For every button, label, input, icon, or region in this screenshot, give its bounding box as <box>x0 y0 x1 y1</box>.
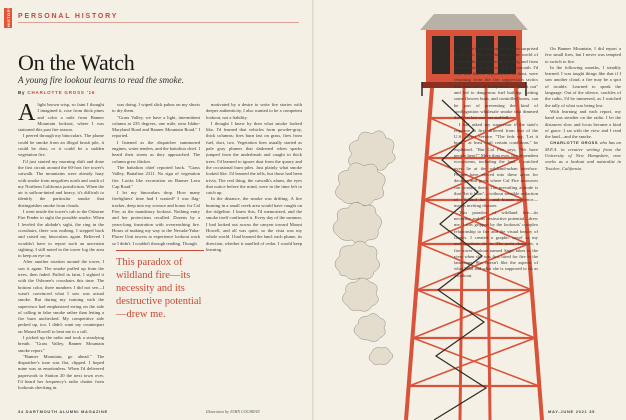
paragraph: I went inside the tower's cab to the Osborne Fire Finder to sight the possible smoke. When I leveled the alidade's sight, the ring in the crosshairs, there was nothing. I stepped back and raised my binoculars again. Believed I wouldn't have to report such an uncertain sighting. I still noted in the tower log the area to keep an eye on. <box>18 209 104 259</box>
paragraph: After another rotation around the tower, I saw it again. The smoke puffed up from the trees, then faded. Puffed in faint, I sighted it with the Osborne's crosshairs this time. The bottom color, three numbers I did not see—I wasn't convinced what I saw was actual smoke. But during my training with the supervisor had emphasized erring on the side of calling in false smoke rather than letting a fire burn unchecked. My competitive side perked up, too. I didn't want my counterpart on Mount Howell to beat me to a call. <box>18 259 104 334</box>
paragraph: I peered through my binoculars. The plume could be smoke from an illegal brush pile, it could be dust, or it could be a sudden vegetation fire. <box>18 133 104 158</box>
paragraph: I let my binoculars drop. How many firefighters' time had I wasted? I was flag-tracker, deep into my science and honor for Cal Fire, as the mandatory lookout. Nothing entry and her protections recalled. Dozens by a years-long frustration with overreaching fire. Hours of making my way to the Nevada-Yuba-Placer Unit towers to experience lookout work so I didn't. I couldn't through reading. Though <box>112 190 200 246</box>
paragraph: light brown wisp, so faint I thought I imagined it, rose from thick pines and color a mile from Banner Mountain lookout, where I was stationed this past fire season. <box>18 102 104 133</box>
paragraph: motivated by a desire to write fire stories with deeper authenticity, I also wanted to be a competent lookout, not a liability. <box>206 102 302 120</box>
article-dek: A young fire lookout learns to read the smoke. <box>18 75 184 85</box>
paragraph: "Grass Valley, we have a light, intermittent column at 235 degrees, one mile, near Idaho-Maryland Road and Banner Mountain Road," I reported. <box>112 114 200 139</box>
paragraph: "Banner Mountain, go ahead." The dispatcher's tone was flat, clipped. I hoped mine was as emotionless. When I'd delivered paperwork to Station 20 the next town over, I'd heard her frequency's radio chatter from lookouts checking in. <box>18 353 104 391</box>
paragraph: This paradox of wildland fire—its necessity and its destructive potential—drew me. I was gripped by the lookouts' complex relationship to fire and the visual beauty of flames. I created a graphic novel as my undergraduate thesis. The main character, a fire tower lookout named Sage, takes in the view when she was first hired for fire in the landscape. She doesn't like the aspects of what I did and what she is supposed to do as a lookout. <box>454 209 538 278</box>
byline-author: CHARLOTTE GROSS '16 <box>27 90 96 95</box>
smoke-plume <box>333 131 395 365</box>
body-column-4 <box>454 46 538 376</box>
author-bio-name: CHARLOTTE GROSS <box>550 140 599 146</box>
paragraph: The battalion chief reported back. "Grass Valley, Battalion 2311. No sign of vegetation fire. Looks like excavation on Banner Lava Cap Road." <box>112 164 200 189</box>
section-tab-label: HISTORY <box>6 5 12 28</box>
body-column-3 <box>206 102 302 402</box>
body-column-5 <box>545 46 621 401</box>
paragraph: In the distance, the smoke was drifting. A fire burning in a small creek area would have caught on the ridgeline. I knew this, I'd memorized, and the smoke itself confirmed it. Every day of the summer, I had looked out across the canyon toward Mount Howell, and all was quiet, so the vista was my whole world. I had learned the land: each plume, its direction, whether it smelled of cedar. I would keep learning. <box>206 196 302 252</box>
column-2-paragraphs <box>112 102 200 247</box>
column-4-paragraphs <box>454 46 538 279</box>
paragraph: I'd just started my morning shift and done the first circuit around the 60-foot fire tower's catwalk. The mountains were already hazy with smoke from megafires north and south of my Northern California jurisdiction. When the air is saffron-tinted and heavy, it's difficult to identify the particular smoke that distinguishes smoke from clouds. <box>18 158 104 208</box>
paragraph: I thought I knew by then what smoke looked like. I'd learned that vehicles form powder-gray, thick columns; fires burn fast on grass, fires from fuel, duct, two. Vegetation fires usually started as pale gray plumes that darkened when sparks jumped from the underbrush and caught in thick trees. I'd learned to ignore dust from the quarry and the occasional burn piles. Just plainly what smoke looked like. I'd learned the tells, but those had been trivia. The real thing, the catwalk's alarm, the eyes that notice before the mind, were in the time left to catch up. <box>206 120 302 196</box>
column-3-paragraphs <box>206 102 302 253</box>
paragraph: was doing. I wiped slick palms on my shorts to dry them. <box>112 102 200 114</box>
section-tab <box>4 5 12 28</box>
folio-left: 34 DARTMOUTH ALUMNI MAGAZINE <box>18 409 108 414</box>
body-column-1 <box>18 102 104 402</box>
author-bio-text: who has an M.F.A. in creative writing from the University of New Hampshire, now works as a lookout and naturalist in Truckee, California. <box>545 140 621 171</box>
drop-cap: A <box>18 102 36 126</box>
byline-prefix: By <box>18 90 26 95</box>
section-rule <box>18 22 299 23</box>
paragraph: I picked up the radio and took a steadying breath. "Grass Valley, Banner Mountain smoke report." <box>18 334 104 353</box>
column-1-paragraphs <box>18 102 104 392</box>
paragraph: On Banner Mountain, I did report a few small fires, but I never was tempted to switch to fire. <box>545 46 621 64</box>
section-label: PERSONAL HISTORY <box>18 13 119 20</box>
paragraph: I listened as the dispatcher summoned engines, water tenders, and the battalion chief. I heard their sirens as they approached. The column grew thicker. <box>112 139 200 164</box>
author-bio <box>545 140 621 171</box>
folio-right: MAY-JUNE 2021 35 <box>548 409 596 414</box>
paragraph: In the following months, I steadily learned. I was taught things like that if I saw another cloud, a fire may be a spot of trouble. Learned to speak the language. Out of the silence, crackles of the radio, I'd be immersed, as I watched the tally of what was being lost. <box>545 64 621 108</box>
byline <box>18 90 95 95</box>
paragraph: I had asked my supervisor if the state's response to fires differed from that of the U.S. Forest Service. "The feds say, 'Let it burn,'" at least until certain conditions," he explained. "But Cal Fire says, 'We have people here!'" More than ever, fire-dependent ecosystems, including the land I watched over, lie at the wildland-urban interface. People have moved into these areas for decades and grow where Cal Fire resources can contain them. The prevailing attitude is that "let it burn"—without sensible reduction of wildland fuels, and human presence—means inviting disaster. <box>454 121 538 209</box>
paragraph: Cal Fire's zero tolerance for fires surprised me at first. My introduction to the world of wildland fire came through reading and from new trainees at the station in Dartmouth. I'd read that federal departments, at least, were returning from the fire suppression tactics that have altered ecosystems of "put it out" and led to dangerous fuel buildup. Letting some flowers burn, and controlled burns, can be part of preventing the kind of conflagration wholesale smoke that dimmed the West last summer and fall. <box>454 46 538 121</box>
column-5-paragraphs <box>545 46 621 140</box>
paragraph: With learning and each report, my hand was steadier on the radio. I let the distances slow and focus became a kind of grace. I sat with the view and I read the land—and the smoke. <box>545 108 621 140</box>
article-title: On the Watch <box>18 50 135 75</box>
illustration-credit: Illustration by JOHN COCHRAN <box>206 409 260 414</box>
pull-quote: This paradox of wildland fire—its necessity and its destructive potential—drew me. <box>116 250 204 321</box>
